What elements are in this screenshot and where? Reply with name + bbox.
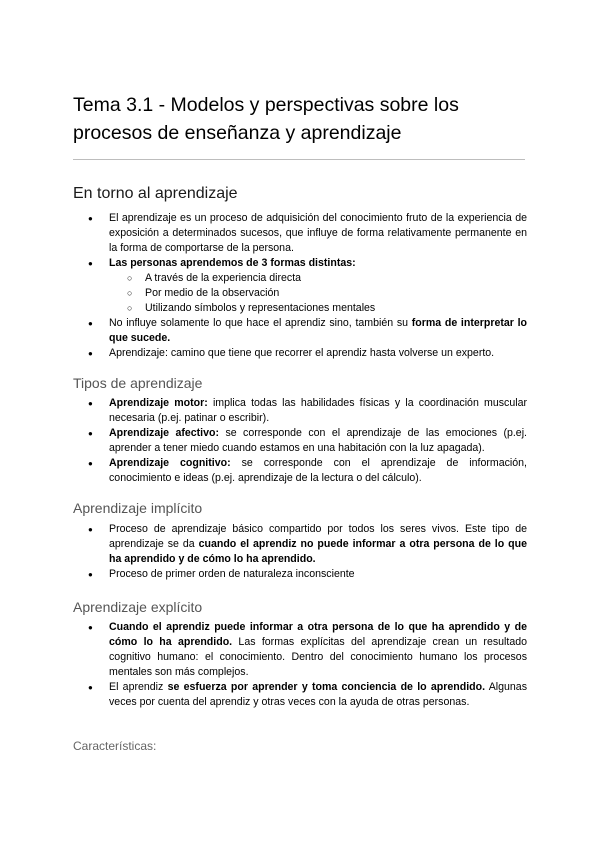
section-heading-tipos: Tipos de aprendizaje	[73, 375, 203, 391]
list-item: ● Aprendizaje: camino que tiene que recorrer el aprendiz hasta volverse un experto.	[73, 346, 527, 361]
implicito-list	[73, 522, 527, 582]
list-item: ● Las personas aprendemos de 3 formas distintas: ○ A través de la experiencia directa ○ Por medio de la observación ○ Utilizando símbolos y representaciones mentales	[73, 256, 527, 316]
page-title: Tema 3.1 - Modelos y perspectivas sobre los procesos de enseñanza y aprendizaje	[73, 94, 459, 144]
entorno-list	[73, 211, 527, 361]
explicito-list	[73, 620, 527, 710]
tipos-list	[73, 396, 527, 486]
sublist-item: ○ Utilizando símbolos y representaciones mentales	[109, 301, 527, 316]
sublist-item: ○ A través de la experiencia directa	[109, 271, 527, 286]
section-heading-entorno: En torno al aprendizaje	[73, 185, 238, 202]
list-item: ● Cuando el aprendiz puede informar a otra persona de lo que ha aprendido y de cómo lo ha aprendido. Las formas explícitas del aprendizaje crean un resultado cognitivo humano: el conocimiento. Dentro del conocimiento humano los procesos mentales son más complejos.	[73, 620, 527, 680]
list-item: ● El aprendiz se esfuerza por aprender y toma conciencia de lo aprendido. Algunas veces por cuenta del aprendiz y otras veces con la ayuda de otras personas.	[73, 680, 527, 710]
sublist-item: ○ Por medio de la observación	[109, 286, 527, 301]
list-item: ● Aprendizaje afectivo: se corresponde con el aprendizaje de las emociones (p.ej. aprender a tener miedo cuando estamos en una habitación con la luz apagada).	[73, 426, 527, 456]
section-heading-explicito: Aprendizaje explícito	[73, 599, 203, 615]
list-item: ● Proceso de aprendizaje básico compartido por todos los seres vivos. Este tipo de aprendizaje se da cuando el aprendiz no puede informar a otra persona de lo que ha aprendido y de cómo lo ha aprendido.	[73, 522, 527, 567]
list-item: ● Aprendizaje motor: implica todas las habilidades físicas y la coordinación muscular necesaria (p.ej. patinar o escribir).	[73, 396, 527, 426]
sublist	[109, 271, 527, 316]
list-item: ● Proceso de primer orden de naturaleza inconsciente	[73, 567, 527, 582]
section-heading-implicito: Aprendizaje implícito	[73, 500, 203, 516]
list-item: ● No influye solamente lo que hace el aprendiz sino, también su forma de interpretar lo que sucede.	[73, 316, 527, 346]
title-divider	[73, 159, 525, 160]
list-item: ● Aprendizaje cognitivo: se corresponde con el aprendizaje de información, conocimiento e ideas (p.ej. aprendizaje de la lectura o del cálculo).	[73, 456, 527, 486]
list-item: ● El aprendizaje es un proceso de adquisición del conocimiento fruto de la experiencia de exposición a determinados sucesos, que influye de forma relativamente permanente en la forma de comportarse de la persona.	[73, 211, 527, 256]
section-heading-caracteristicas: Características:	[73, 739, 157, 753]
